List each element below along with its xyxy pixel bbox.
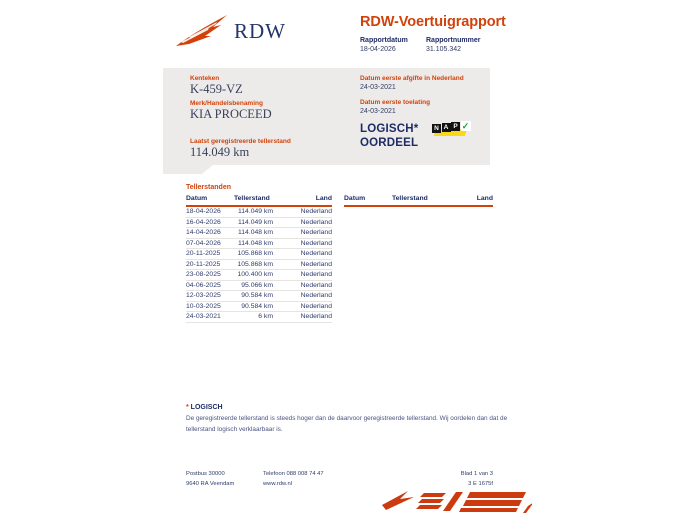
odometer-table-body bbox=[186, 207, 332, 323]
cell-datum: 24-03-2021 bbox=[186, 313, 221, 321]
cell-tellerstand: 114.049 km bbox=[237, 208, 273, 216]
nap-letter-p: P bbox=[451, 122, 460, 131]
cell-tellerstand: 95.066 km bbox=[241, 281, 273, 289]
verdict-line1: LOGISCH* bbox=[360, 123, 419, 135]
cell-land: Nederland bbox=[300, 229, 332, 237]
table-row bbox=[186, 302, 332, 313]
cell-land: Nederland bbox=[300, 292, 332, 300]
cell-datum: 10-03-2025 bbox=[186, 302, 221, 310]
table-row bbox=[186, 218, 332, 229]
report-date-value: 18-04-2026 bbox=[360, 46, 396, 53]
odometer-table-header bbox=[186, 195, 332, 207]
footer-address-line1: Postbus 30000 bbox=[186, 471, 225, 477]
cell-datum: 20-11-2025 bbox=[186, 260, 221, 268]
cell-land: Nederland bbox=[300, 281, 332, 289]
logisch-footnote bbox=[186, 404, 508, 435]
cell-tellerstand: 114.049 km bbox=[237, 218, 273, 226]
footnote-text: De geregistreerde tellerstand is steeds hoger dan de daarvoor geregistreerde tellerstand. Wij oordelen dan dat de tellerstand logisch verklaarbaar is. bbox=[186, 415, 508, 433]
footer-phone: Telefoon 088 008 74 47 bbox=[263, 471, 324, 477]
nap-letter-a: A bbox=[442, 123, 451, 132]
cell-tellerstand: 100.400 km bbox=[237, 271, 273, 279]
cell-datum: 23-08-2025 bbox=[186, 271, 221, 279]
footer-address-line2: 9640 RA Veendam bbox=[186, 481, 235, 488]
cell-tellerstand: 114.048 km bbox=[237, 229, 273, 237]
rdw-wing-icon bbox=[175, 13, 227, 47]
cell-tellerstand: 90.584 km bbox=[241, 302, 273, 310]
nap-checkmark-icon: ✓ bbox=[461, 121, 470, 131]
footer-paging bbox=[393, 469, 493, 489]
col-header-datum: Datum bbox=[186, 195, 208, 202]
first-issue-label: Datum eerste afgifte in Nederland bbox=[360, 75, 464, 82]
table-row bbox=[186, 291, 332, 302]
report-date-label: Rapportdatum bbox=[360, 37, 408, 44]
col-header-tellerstand: Tellerstand bbox=[234, 195, 270, 202]
table-row bbox=[186, 312, 332, 323]
cell-land: Nederland bbox=[300, 260, 332, 268]
cell-land: Nederland bbox=[300, 218, 332, 226]
make-value: KIA PROCEED bbox=[190, 107, 272, 121]
cell-datum: 07-04-2026 bbox=[186, 239, 221, 247]
cell-land: Nederland bbox=[300, 302, 332, 310]
cell-land: Nederland bbox=[300, 239, 332, 247]
cell-tellerstand: 114.048 km bbox=[237, 239, 273, 247]
first-issue-value: 24-03-2021 bbox=[360, 84, 396, 91]
nap-letter-n: N bbox=[432, 124, 441, 133]
odometer-table-left bbox=[186, 195, 332, 323]
cell-land: Nederland bbox=[300, 208, 332, 216]
cell-tellerstand: 90.584 km bbox=[241, 292, 273, 300]
col-header-datum: Datum bbox=[344, 195, 366, 202]
footnote-title bbox=[186, 404, 508, 411]
odometer-table-header bbox=[344, 195, 493, 207]
cell-datum: 12-03-2025 bbox=[186, 292, 221, 300]
footer-website: www.rdw.nl bbox=[263, 481, 292, 488]
cell-tellerstand: 6 km bbox=[258, 313, 273, 321]
col-header-tellerstand: Tellerstand bbox=[392, 195, 428, 202]
cell-land: Nederland bbox=[300, 250, 332, 258]
cell-land: Nederland bbox=[300, 271, 332, 279]
verdict-line2: OORDEEL bbox=[360, 137, 419, 149]
footer-page-number: Blad 1 van 3 bbox=[460, 471, 493, 477]
first-admission-value: 24-03-2021 bbox=[360, 108, 396, 115]
page-title: RDW-Voertuigrapport bbox=[360, 14, 506, 30]
first-admission-label: Datum eerste toelating bbox=[360, 99, 431, 106]
footer-contact bbox=[263, 469, 324, 489]
cell-land: Nederland bbox=[300, 313, 332, 321]
footer-form-code: 3 E 1675f bbox=[468, 481, 493, 488]
report-number-label: Rapportnummer bbox=[426, 37, 481, 44]
license-value: K-459-VZ bbox=[190, 82, 243, 96]
col-header-land: Land bbox=[315, 195, 332, 202]
vehicle-summary-box-tab bbox=[163, 165, 213, 174]
table-row bbox=[186, 207, 332, 218]
table-row bbox=[186, 260, 332, 271]
footer-address bbox=[186, 469, 234, 489]
odometer-section-title: Tellerstanden bbox=[186, 184, 231, 191]
last-odometer-value: 114.049 km bbox=[190, 145, 250, 159]
cell-datum: 16-04-2026 bbox=[186, 218, 221, 226]
cell-datum: 20-11-2025 bbox=[186, 250, 221, 258]
cell-tellerstand: 105.868 km bbox=[237, 250, 273, 258]
cell-datum: 18-04-2026 bbox=[186, 208, 221, 216]
rdw-logo-text: RDW bbox=[234, 19, 286, 43]
footnote-asterisk: * bbox=[186, 404, 189, 411]
rdw-bottom-stripes-icon bbox=[378, 489, 532, 514]
table-row bbox=[186, 281, 332, 292]
last-odometer-label: Laatst geregistreerde tellerstand bbox=[190, 138, 291, 145]
cell-tellerstand: 105.868 km bbox=[237, 260, 273, 268]
footnote-title-text: LOGISCH bbox=[188, 404, 223, 411]
make-label: Merk/Handelsbenaming bbox=[190, 100, 263, 107]
cell-datum: 14-04-2026 bbox=[186, 229, 221, 237]
table-row bbox=[186, 228, 332, 239]
col-header-land: Land bbox=[476, 195, 493, 202]
nap-logo bbox=[432, 121, 472, 138]
report-number-value: 31.105.342 bbox=[426, 46, 462, 53]
table-row bbox=[186, 270, 332, 281]
license-label: Kenteken bbox=[190, 75, 220, 82]
table-row bbox=[186, 239, 332, 250]
cell-datum: 04-06-2025 bbox=[186, 281, 221, 289]
table-row bbox=[186, 249, 332, 260]
odometer-table-right bbox=[344, 195, 493, 207]
